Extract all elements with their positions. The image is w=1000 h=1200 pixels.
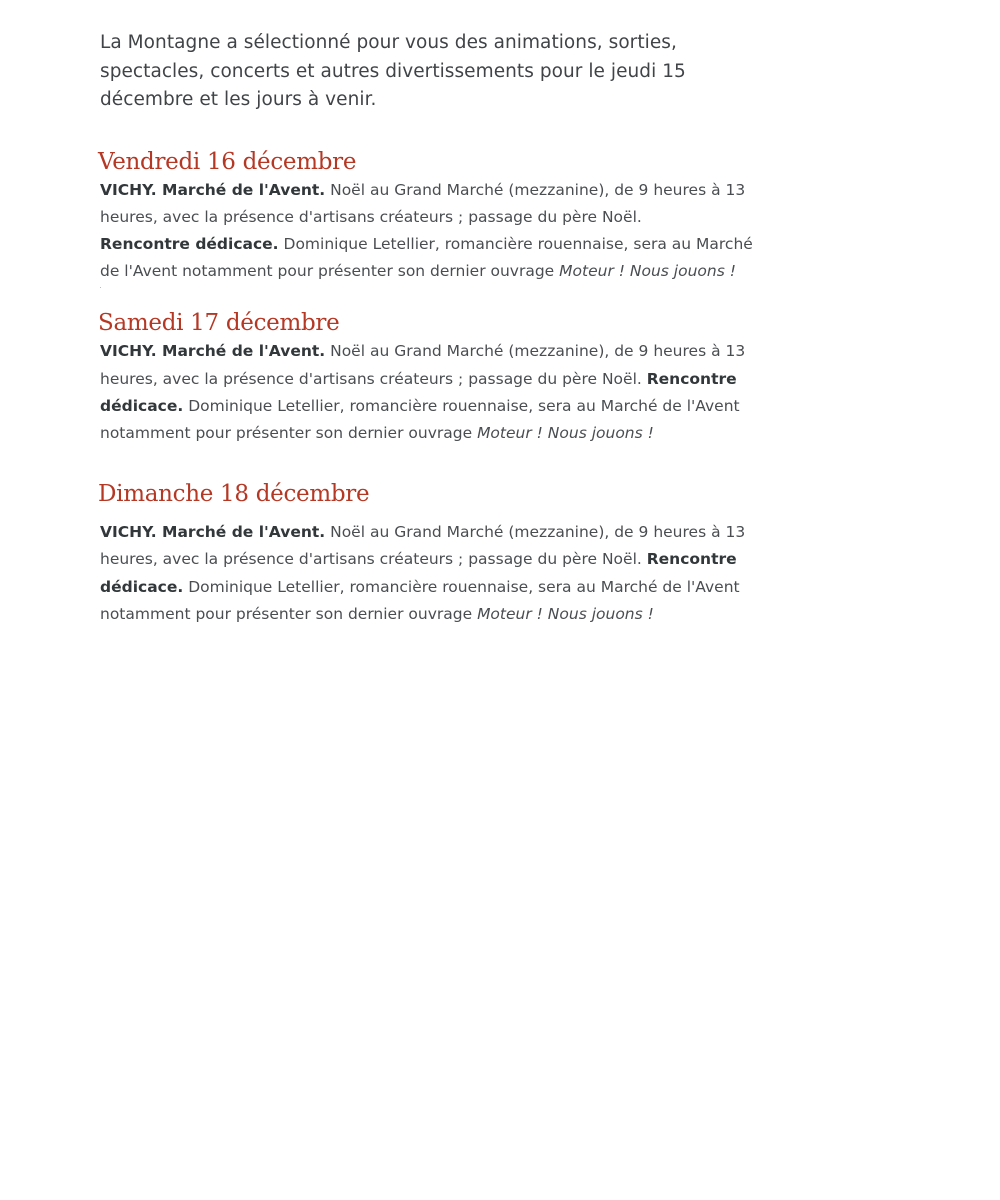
intro-paragraph: La Montagne a sélectionné pour vous des animations, sorties, spectacles, concerts et autres divertissements pour le jeudi 15 décembre et les jours à venir. [100,32,686,110]
entry-text: Noël au Grand Marché (mezzanine), de 9 heures à 13 heures, avec la présence d'artisans créateurs ; passage du père Noël. [100,342,746,388]
entry-text: Noël au Grand Marché (mezzanine), de 9 heures à 13 heures, avec la présence d'artisans créateurs ; passage du père Noël. [100,523,746,569]
day-heading-saturday: Samedi 17 décembre [98,310,340,337]
entry-title: VICHY. Marché de l'Avent. [100,342,326,361]
book-title: Moteur ! Nous jouons ! [559,262,736,281]
day-heading-sunday: Dimanche 18 décembre [98,481,370,508]
book-title: Moteur ! Nous jouons ! [477,423,654,442]
entry-text: Dominique Letellier, romancière rouennaise, sera au Marché de l'Avent notamment pour présenter son dernier ouvrage [100,234,753,281]
entry-title: Rencontre dédicace. [100,234,279,253]
book-title: Moteur ! Nous jouons ! [477,604,654,623]
entry-title: VICHY. Marché de l'Avent. [100,523,326,542]
entry-marche-avent [100,338,760,447]
day-heading-friday: Vendredi 16 décembre [98,148,357,175]
entry-marche-avent [100,177,760,231]
entry-title: VICHY. Marché de l'Avent. [100,180,326,199]
article-body [100,29,760,628]
entry-text: Dominique Letellier, romancière rouennaise, sera au Marché de l'Avent notamment pour présenter son dernier ouvrage [100,396,740,442]
entry-text: Dominique Letellier, romancière rouennaise, sera au Marché de l'Avent notamment pour présenter son dernier ouvrage [100,577,740,623]
entry-marche-avent [100,519,760,628]
entry-rencontre-dedicace [100,231,760,285]
entry-title: Rencontre dédicace. [100,369,737,415]
entry-title: Rencontre dédicace. [100,550,737,596]
entry-text: Noël au Grand Marché (mezzanine), de 9 heures à 13 heures, avec la présence d'artisans créateurs ; passage du père Noël. [100,180,746,226]
separator-dot [100,285,760,297]
